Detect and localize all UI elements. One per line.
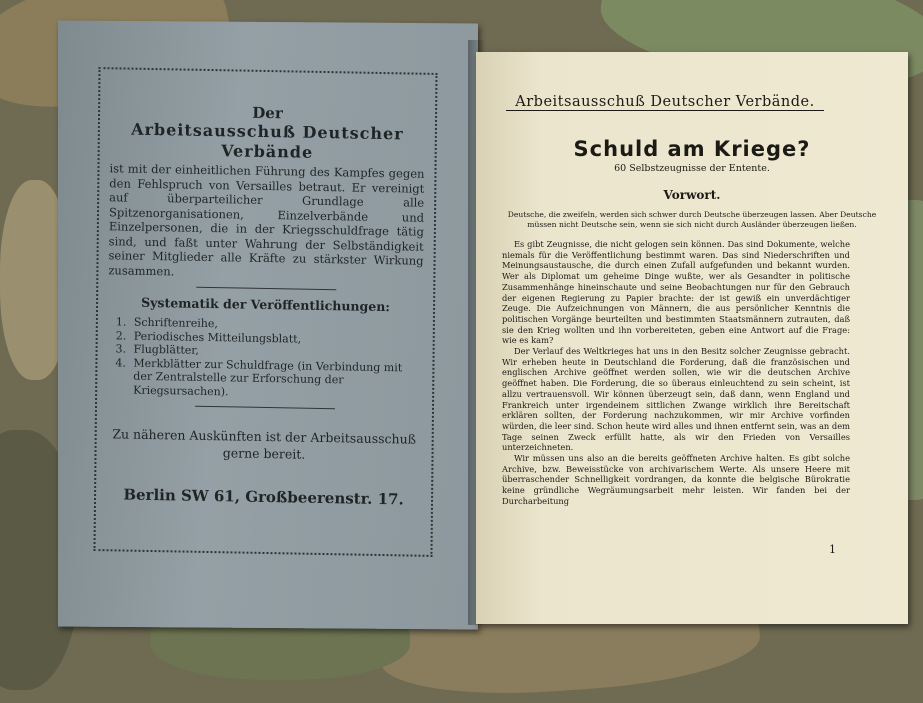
paragraph: Es gibt Zeugnisse, die nicht gelogen sein können. Das sind Dokumente, welche niemals für die Veröffentlichung bestimmt waren. Das sind Niederschriften und Meinungsaustausche, die durch einen Zufall aufgefunden und bekannt wurden. Wer als Diplomat um geheime Dinge wußte, wer als Gesandter in politische Zusammenhänge hineinschaute und seine Beobachtungen nur für den Gebrauch der eigenen Regierung zu Papier brachte: der ist gewiß ein unverdächtiger Zeuge. Die Aufzeichnungen von Männern, die aus persönlicher Kenntnis die politischen Vorgänge beurteilten und bestimmten Staatsmännern zutrauten, daß sie den Krieg wollten und ihn vorbereiteten, geben eine Antwort auf die Frage: wie es kam? [502, 239, 850, 346]
list-number: 1. [115, 315, 127, 329]
list-number: 2. [115, 328, 127, 343]
organization-description: ist mit der einheitlichen Führung des Kampfes gegen den Fehlspruch von Versailles betraut. Er vereinigt auf überparteilicher Grundlage alle Spitzenorganisationen, Einzelverbände und Einzelpersonen, die in der Kriegsschuldfrage tätig sind, und faßt unter Wahrung der Selbständigkeit seiner Mitglieder alle Kräfte zu stärkster Wirkung zusammen. [108, 161, 425, 278]
paragraph: Wir müssen uns also an die bereits geöffneten Archive halten. Es gibt solche Archive, bzw. Beweisstücke von archivarischem Werte. Als unsere Heere mit überraschender Schnelligkeit vordrangen, da konnte die belgische Bürokratie keine gründliche Wegräumungsarbeit mehr leisten. Wir fanden bei der Durcharbeitung [502, 453, 850, 506]
left-page-title: Der [252, 103, 283, 123]
page-title: Schuld am Kriege? [573, 137, 811, 161]
body-text [502, 239, 850, 507]
vorwort-heading: Vorwort. [663, 188, 721, 202]
motto-text: Deutsche, die zweifeln, werden sich schwer durch Deutsche überzeugen lassen. Aber Deutsche müssen nicht Deutsche sein, wenn sie sich nicht durch Ausländer überzeugen ließen. [507, 210, 877, 229]
list-number: 3. [115, 342, 127, 356]
info-text: Zu näheren Auskünften ist der Arbeitsausschuß gerne bereit. [112, 426, 417, 462]
list-item [115, 356, 418, 402]
list-text: Flugblätter, [133, 342, 199, 357]
right-page [476, 52, 908, 624]
paragraph: Der Verlauf des Weltkrieges hat uns in den Besitz solcher Zeugnisse gebracht. Wir erheben heute in Deutschland die Forderung, daß die französischen und englischen Archive geöffnet werden sollen, wie wir die deutschen Archive geöffnet haben. Die Forderung, die so überaus einleuchtend zu sein scheint, ist allzu vertrauensvoll. Wir können überzeugt sein, daß dann, wenn England und Frankreich unter irgendeinem sittlichen Zwange wirklich ihre Bereitschaft erklären sollten, der Forderung nachzukommen, wir mir Archive vorfinden würden, die leer sind. Schon heute wird alles und ihnen entfernt sein, was an dem Tage seinen Zweck erfüllt hatte, als wir den Frieden von Versailles unterzeichneten. [502, 346, 850, 453]
page-subtitle: 60 Selbstzeugnisse der Entente. [614, 163, 770, 174]
divider [196, 287, 336, 290]
left-page-inner-cover [58, 21, 478, 630]
systematik-heading: Systematik der Veröffentlichungen: [141, 294, 391, 315]
address: Berlin SW 61, Großbeerenstr. 17. [123, 485, 404, 509]
page-number: 1 [829, 543, 836, 556]
list-text: Periodisches Mitteilungsblatt, [133, 329, 302, 346]
organization-name: Arbeitsausschuß Deutscher Verbände [131, 119, 404, 162]
divider [194, 406, 334, 409]
publication-list [115, 315, 419, 401]
page-header: Arbeitsausschuß Deutscher Verbände. [506, 94, 824, 111]
list-text: Schriftenreihe, [133, 315, 218, 331]
list-text: Merkblätter zur Schuldfrage (in Verbindung mit der Zentralstelle zur Erforschung der Kriegsursachen). [133, 356, 403, 398]
dotted-frame [93, 67, 437, 557]
list-number: 4. [115, 355, 127, 370]
